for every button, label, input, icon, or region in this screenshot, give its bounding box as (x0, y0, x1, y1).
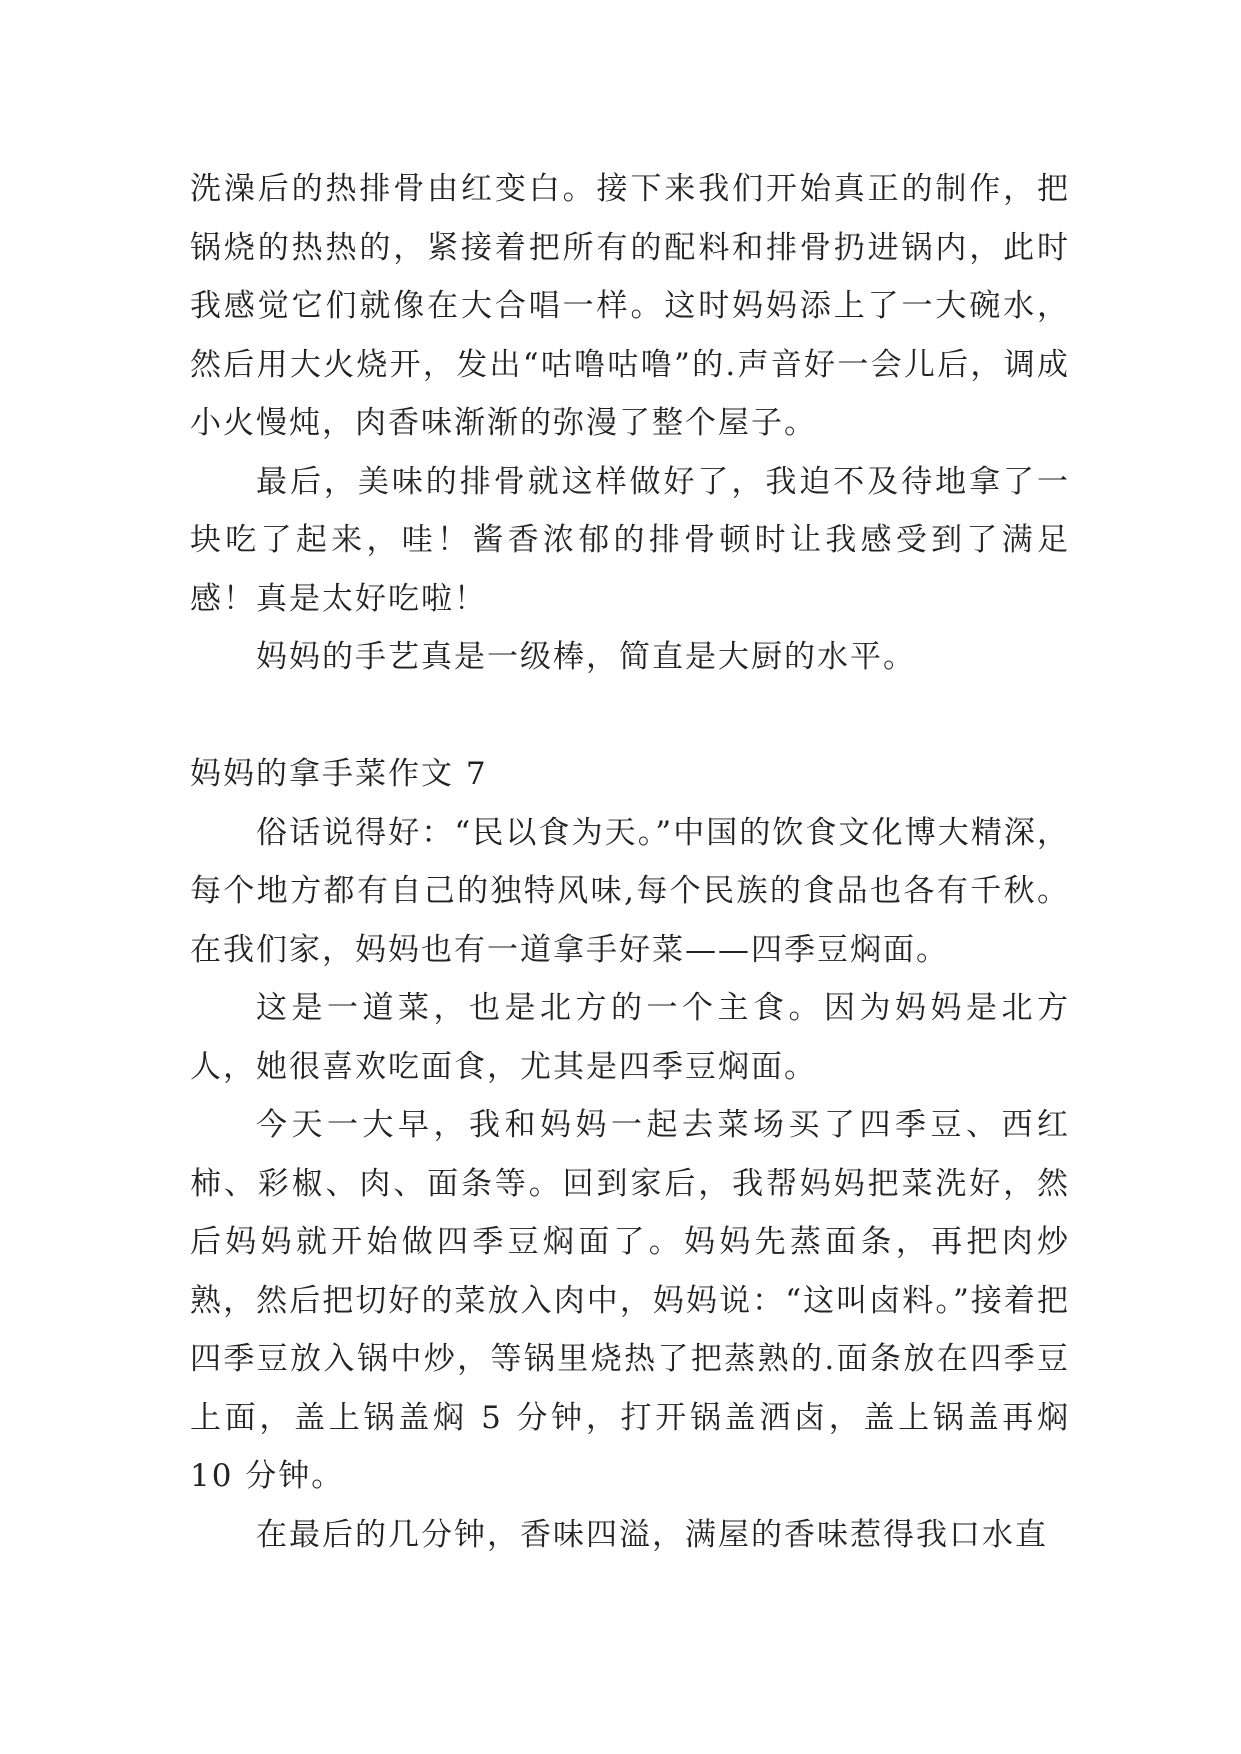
paragraph: 俗话说得好：“民以食为天。”中国的饮食文化博大精深，每个地方都有自己的独特风味,每个民族的食品也各有千秋。在我们家，妈妈也有一道拿手好菜——四季豆焖面。 (190, 814, 1070, 968)
section-title: 妈妈的拿手菜作文 7 (190, 756, 488, 792)
paragraph: 这是一道菜，也是北方的一个主食。因为妈妈是北方人，她很喜欢吃面食，尤其是四季豆焖面。 (190, 990, 1070, 1085)
document-page (190, 160, 1070, 1564)
paragraph: 最后，美味的排骨就这样做好了，我迫不及待地拿了一块吃了起来，哇！酱香浓郁的排骨顿时让我感受到了满足感！真是太好吃啦！ (190, 463, 1070, 617)
paragraph: 妈妈的手艺真是一级棒，简直是大厨的水平。 (256, 639, 916, 675)
paragraph: 洗澡后的热排骨由红变白。接下来我们开始真正的制作，把锅烧的热热的，紧接着把所有的配料和排骨扔进锅内，此时我感觉它们就像在大合唱一样。这时妈妈添上了一大碗水，然后用大火烧开，发出“咕噜咕噜”的.声音好一会儿后，调成小火慢炖，肉香味渐渐的弥漫了整个屋子。 (190, 171, 1070, 441)
blank-line (190, 687, 1070, 746)
paragraph: 在最后的几分钟，香味四溢，满屋的香味惹得我口水直 (256, 1516, 1048, 1553)
paragraph: 今天一大早，我和妈妈一起去菜场买了四季豆、西红柿、彩椒、肉、面条等。回到家后，我帮妈妈把菜洗好，然后妈妈就开始做四季豆焖面了。妈妈先蒸面条，再把肉炒熟，然后把切好的菜放入肉中，妈妈说：“这叫卤料。”接着把四季豆放入锅中炒，等锅里烧热了把蒸熟的.面条放在四季豆上面，盖上锅盖焖 5 分钟，打开锅盖洒卤，盖上锅盖再焖 10 分钟。 (190, 1107, 1070, 1494)
